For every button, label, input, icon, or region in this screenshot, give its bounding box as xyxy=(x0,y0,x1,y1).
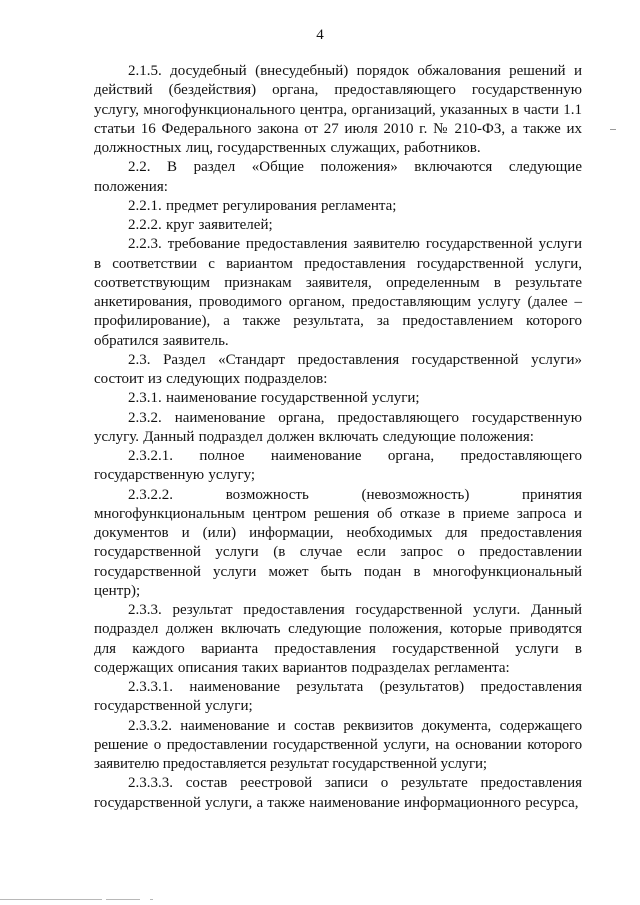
footer-rule xyxy=(106,899,140,900)
page-number: 4 xyxy=(316,27,324,43)
paragraph-2-2: 2.2. В раздел «Общие положения» включаются следующие положения: xyxy=(94,159,582,195)
paragraph-2-3-3: 2.3.3. результат предоставления государственной услуги. Данный подраздел должен включать следующие положения, которые приводятся для каждого варианта предоставления государственной услуги в содержащих описания таких вариантов подразделах регламента: xyxy=(94,602,582,676)
margin-mark xyxy=(610,129,616,130)
paragraph-2-3: 2.3. Раздел «Стандарт предоставления государственной услуги» состоит из следующих подразделов: xyxy=(94,351,582,387)
paragraph-2-3-3-2: 2.3.3.2. наименование и состав реквизитов документа, содержащего решение о предоставлении государственной услуги, на основании которого заявителю предоставляется результат государственной услуги; xyxy=(94,717,582,772)
paragraph-2-2-3: 2.2.3. требование предоставления заявителю государственной услуги в соответствии с вариантом предоставления государственной услуги, соответствующим признакам заявителя, определенным в результате анкетирования, проводимого органом, предоставляющим услугу (далее – профилирование), а также результата, за предоставлением которого обратился заявитель. xyxy=(94,236,582,349)
footer-rule xyxy=(0,899,102,900)
paragraph-2-3-2: 2.3.2. наименование органа, предоставляющего государственную услугу. Данный подраздел должен включать следующие положения: xyxy=(94,409,582,445)
paragraph-2-3-2-2: 2.3.2.2. возможность (невозможность) принятия многофункциональным центром решения об отказе в приеме запроса и документов и (или) информации, необходимых для предоставления государственной услуги (в случае если запрос о предоставлении государственной услуги может быть подан в многофункциональный центр); xyxy=(94,486,582,599)
paragraph-2-3-1: 2.3.1. наименование государственной услуги; xyxy=(128,390,420,407)
paragraph-2-3-2-1: 2.3.2.1. полное наименование органа, предоставляющего государственную услугу; xyxy=(94,448,582,484)
document-body xyxy=(94,62,582,813)
footer-rule xyxy=(150,899,153,900)
paragraph-2-3-3-3: 2.3.3.3. состав реестровой записи о результате предоставления государственной услуги, а также наименование информационного ресурса, xyxy=(94,775,582,811)
paragraph-2-2-1: 2.2.1. предмет регулирования регламента; xyxy=(128,197,397,214)
paragraph-2-3-3-1: 2.3.3.1. наименование результата (результатов) предоставления государственной услуги; xyxy=(94,679,582,715)
paragraph-2-1-5: 2.1.5. досудебный (внесудебный) порядок обжалования решений и действий (бездействия) органа, предоставляющего государственную услугу, многофункционального центра, организаций, указанных в части 1.1 статьи 16 Федерального закона от 27 июля 2010 г. № 210-ФЗ, а также их должностных лиц, государственных служащих, работников. xyxy=(94,63,582,156)
paragraph-2-2-2: 2.2.2. круг заявителей; xyxy=(128,217,273,233)
